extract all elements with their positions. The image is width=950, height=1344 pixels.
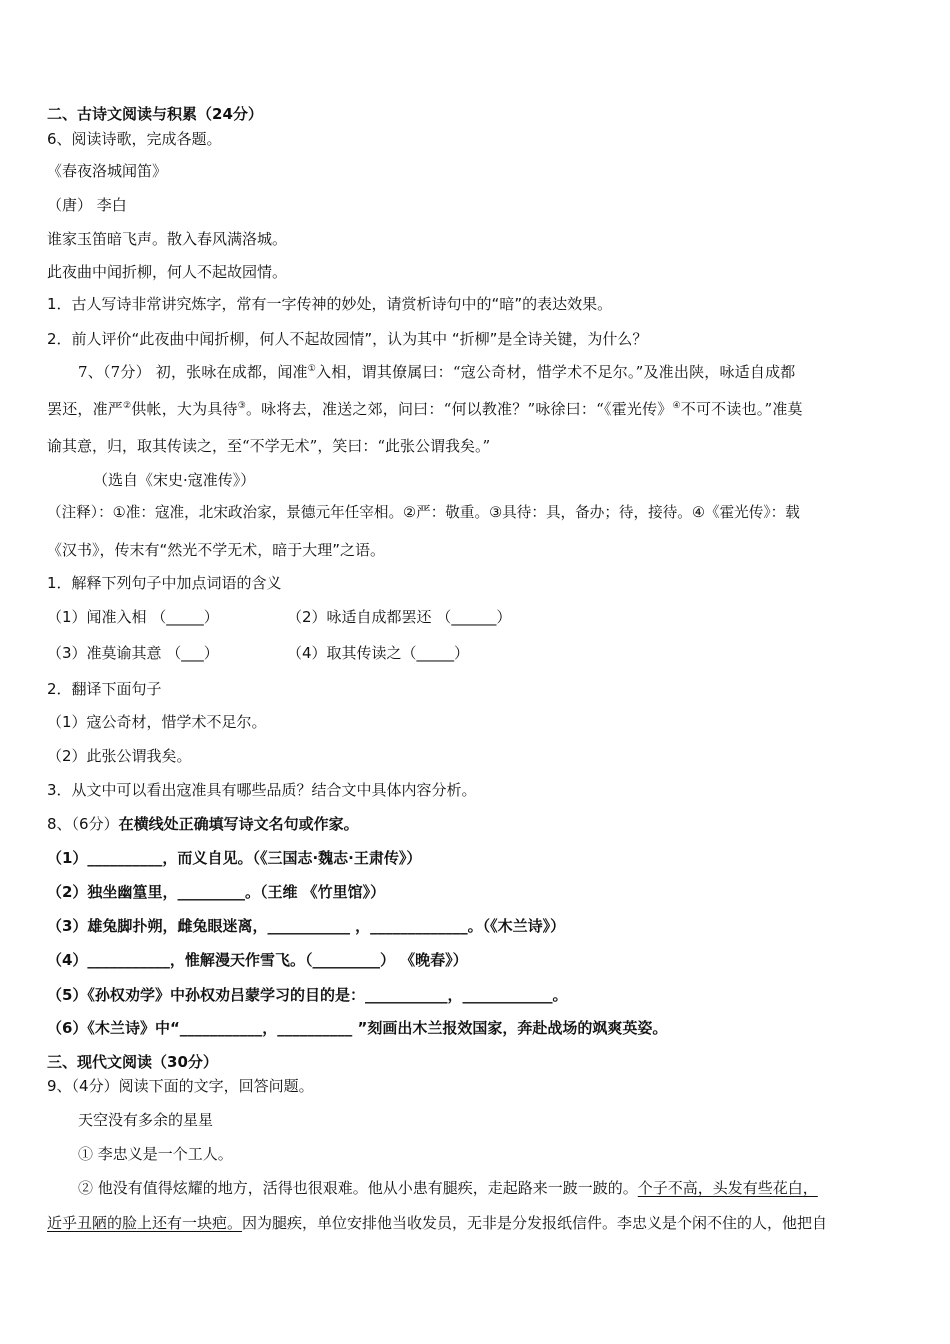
q8-item-1: （1）__________，而义自见。（《三国志·魏志·王肃传》） <box>47 849 422 867</box>
q7-passage-line-3: 谕其意，归，取其传读之，至“不学无术”，笑曰：“此张公谓我矣。” <box>47 437 491 455</box>
q7-notes-line-2: 《汉书》，传末有“然光不学无术，暗于大理”之语。 <box>47 541 386 559</box>
q6-prompt: 6、阅读诗歌，完成各题。 <box>47 130 222 148</box>
q7-translate-1: （1）寇公奇材，惜学术不足尔。 <box>47 713 267 731</box>
article-paragraph-2-cont: 近乎丑陋的脸上还有一块疤。因为腿疾，单位安排他当收发员，无非是分发报纸信件。李忠义是个闲不住的人，他把自 <box>47 1214 828 1232</box>
q7-blank-3: （3）准莫谕其意 （___） <box>47 644 219 662</box>
section-heading-classical: 二、古诗文阅读与积累（24分） <box>47 105 263 123</box>
q7-blank-4: （4）取其传读之（_____） <box>287 644 470 662</box>
q9-prompt: 9、（4分）阅读下面的文字，回答问题。 <box>47 1077 314 1095</box>
poem-line-1: 谁家玉笛暗飞声。散入春风满洛城。 <box>47 230 288 248</box>
section-heading-modern: 三、现代文阅读（30分） <box>47 1053 218 1071</box>
q7-passage-line-1: 7、（7分） 初，张咏在成都，闻准①入相，谓其僚属曰：“寇公奇材，惜学术不足尔。”及准出陕，咏适自成都 <box>78 363 796 381</box>
poem-line-2: 此夜曲中闻折柳，何人不起故园情。 <box>47 263 288 281</box>
q7-sub-question-3: 3．从文中可以看出寇准具有哪些品质？结合文中具体内容分析。 <box>47 781 477 799</box>
poem-title: 《春夜洛城闻笛》 <box>47 162 168 180</box>
q8-item-2: （2）独坐幽篁里，_________。（王维 《竹里馆》） <box>47 883 386 901</box>
q8-item-3: （3）雄兔脚扑朔，雌兔眼迷离，___________ ，_____________。（《木兰诗》） <box>47 917 566 935</box>
article-paragraph-2: ② 他没有值得炫耀的地方，活得也很艰难。他从小患有腿疾，走起路来一跛一跛的。个子不高，头发有些花白， <box>78 1179 818 1197</box>
article-paragraph-1: ① 李忠义是一个工人。 <box>78 1145 233 1163</box>
article-title: 天空没有多余的星星 <box>78 1111 214 1129</box>
poem-author: （唐） 李白 <box>47 196 127 214</box>
q8-prompt: 8、（6分）在横线处正确填写诗文名句或作家。 <box>47 815 359 833</box>
q8-item-5: （5）《孙权劝学》中孙权劝吕蒙学习的目的是：___________，____________。 <box>47 986 568 1004</box>
q6-sub-question-1: 1．古人写诗非常讲究炼字，常有一字传神的妙处，请赏析诗句中的“暗”的表达效果。 <box>47 295 613 313</box>
q8-item-6: （6）《木兰诗》中“___________，__________ ”刻画出木兰报效国家，奔赴战场的飒爽英姿。 <box>47 1019 668 1037</box>
q8-item-4: （4）___________，惟解漫天作雪飞。（_________） 《晚春》） <box>47 951 468 969</box>
q7-blank-1: （1）闻准入相 （_____） <box>47 608 219 626</box>
q7-blank-2: （2）咏适自成都罢还 （______） <box>287 608 512 626</box>
q7-source: （选自《宋史·寇准传》） <box>93 471 256 489</box>
q7-sub-question-1: 1．解释下列句子中加点词语的含义 <box>47 574 282 592</box>
q7-translate-2: （2）此张公谓我矣。 <box>47 747 192 765</box>
underlined-description-cont: 近乎丑陋的脸上还有一块疤。 <box>47 1214 243 1232</box>
q7-sub-question-2: 2．翻译下面句子 <box>47 680 162 698</box>
underlined-description: 个子不高，头发有些花白， <box>637 1179 818 1197</box>
q7-passage-line-2: 罢还，准严②供帐，大为具待③。咏将去，准送之郊，问曰：“何以教准？”咏徐曰：“《霍光传》④不可不读也。”准莫 <box>47 400 803 418</box>
q7-notes-line-1: （注释）：①准：寇准，北宋政治家，景德元年任宰相。②严：敬重。③具待：具，备办；待，接待。④《霍光传》：载 <box>47 504 800 521</box>
q6-sub-question-2: 2．前人评价“此夜曲中闻折柳，何人不起故园情”，认为其中 “折柳”是全诗关键，为什么？ <box>47 330 648 348</box>
